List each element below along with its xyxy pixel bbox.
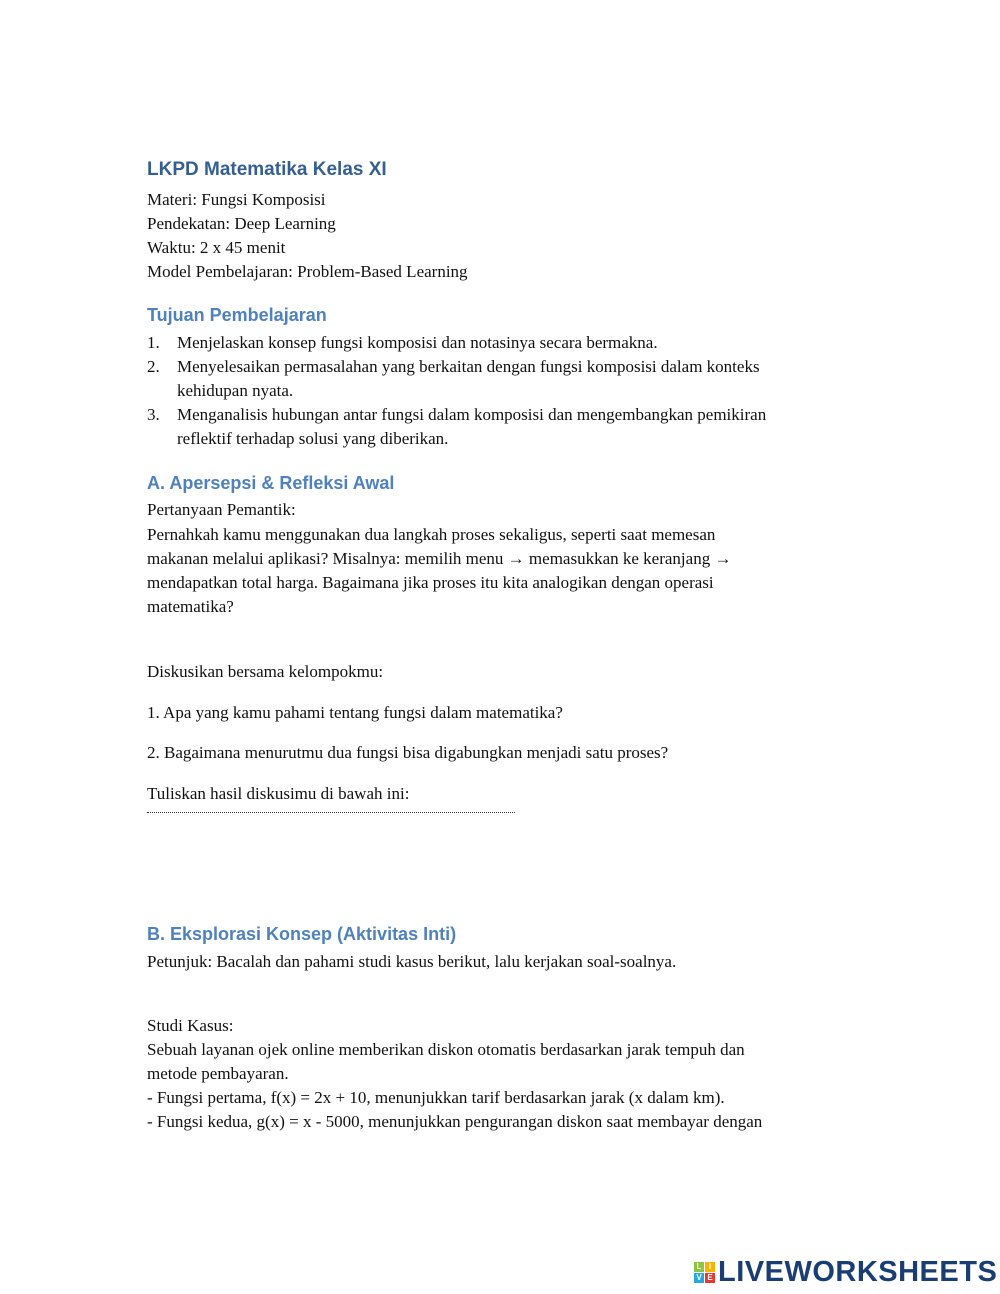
paragraph-line: makanan melalui aplikasi? Misalnya: memilih menu → memasukkan ke keranjang → bbox=[147, 549, 732, 568]
section-a-heading: A. Apersepsi & Refleksi Awal bbox=[147, 473, 395, 493]
question-1: 1. Apa yang kamu pahami tentang fungsi dalam matematika? bbox=[147, 703, 563, 722]
cube-letter: V bbox=[694, 1273, 704, 1283]
paragraph-line: Pernahkah kamu menggunakan dua langkah proses sekaligus, seperti saat memesan bbox=[147, 525, 716, 544]
item-text: Menganalisis hubungan antar fungsi dalam komposisi dan mengembangkan pemikiran bbox=[177, 405, 767, 424]
section-b-heading: B. Eksplorasi Konsep (Aktivitas Inti) bbox=[147, 924, 457, 944]
item-text: Menyelesaikan permasalahan yang berkaitan dengan fungsi komposisi dalam konteks bbox=[177, 357, 760, 376]
logo-text: LIVEWORKSHEETS bbox=[718, 1256, 998, 1288]
paragraph-line: Sebuah layanan ojek online memberikan diskon otomatis berdasarkan jarak tempuh dan bbox=[147, 1040, 745, 1059]
pemantik-label: Pertanyaan Pemantik: bbox=[147, 500, 296, 519]
item-text: Menjelaskan konsep fungsi komposisi dan notasinya secara bermakna. bbox=[177, 333, 658, 352]
discuss-text: Diskusikan bersama kelompokmu: bbox=[147, 662, 384, 681]
paragraph-line: metode pembayaran. bbox=[147, 1064, 289, 1083]
item-number: 3. bbox=[147, 405, 160, 424]
paragraph-line: matematika? bbox=[147, 597, 234, 616]
studi-kasus-label: Studi Kasus: bbox=[147, 1016, 234, 1035]
item-text: reflektif terhadap solusi yang diberikan. bbox=[177, 429, 449, 448]
item-number: 1. bbox=[147, 333, 160, 352]
item-text: kehidupan nyata. bbox=[177, 381, 294, 400]
meta-materi: Materi: Fungsi Komposisi bbox=[147, 190, 326, 209]
meta-waktu: Waktu: 2 x 45 menit bbox=[147, 238, 286, 257]
question-2: 2. Bagaimana menurutmu dua fungsi bisa digabungkan menjadi satu proses? bbox=[147, 743, 669, 762]
paragraph-line: mendapatkan total harga. Bagaimana jika proses itu kita analogikan dengan operasi bbox=[147, 573, 714, 592]
item-number: 2. bbox=[147, 357, 160, 376]
answer-line[interactable] bbox=[147, 812, 515, 813]
meta-model: Model Pembelajaran: Problem-Based Learning bbox=[147, 262, 468, 281]
tujuan-heading: Tujuan Pembelajaran bbox=[147, 305, 327, 325]
liveworksheets-logo bbox=[694, 1256, 997, 1289]
meta-pendekatan: Pendekatan: Deep Learning bbox=[147, 214, 336, 233]
petunjuk-text: Petunjuk: Bacalah dan pahami studi kasus berikut, lalu kerjakan soal-soalnya. bbox=[147, 952, 677, 971]
live-cube-icon bbox=[694, 1262, 715, 1283]
cube-letter: I bbox=[705, 1262, 715, 1272]
page-title: LKPD Matematika Kelas XI bbox=[147, 159, 387, 180]
paragraph-line: - Fungsi kedua, g(x) = x - 5000, menunjukkan pengurangan diskon saat membayar dengan bbox=[147, 1112, 763, 1131]
paragraph-line: - Fungsi pertama, f(x) = 2x + 10, menunjukkan tarif berdasarkan jarak (x dalam km). bbox=[147, 1088, 725, 1107]
cube-letter: E bbox=[705, 1273, 715, 1283]
write-instruction: Tuliskan hasil diskusimu di bawah ini: bbox=[147, 784, 410, 803]
cube-letter: L bbox=[694, 1262, 704, 1272]
